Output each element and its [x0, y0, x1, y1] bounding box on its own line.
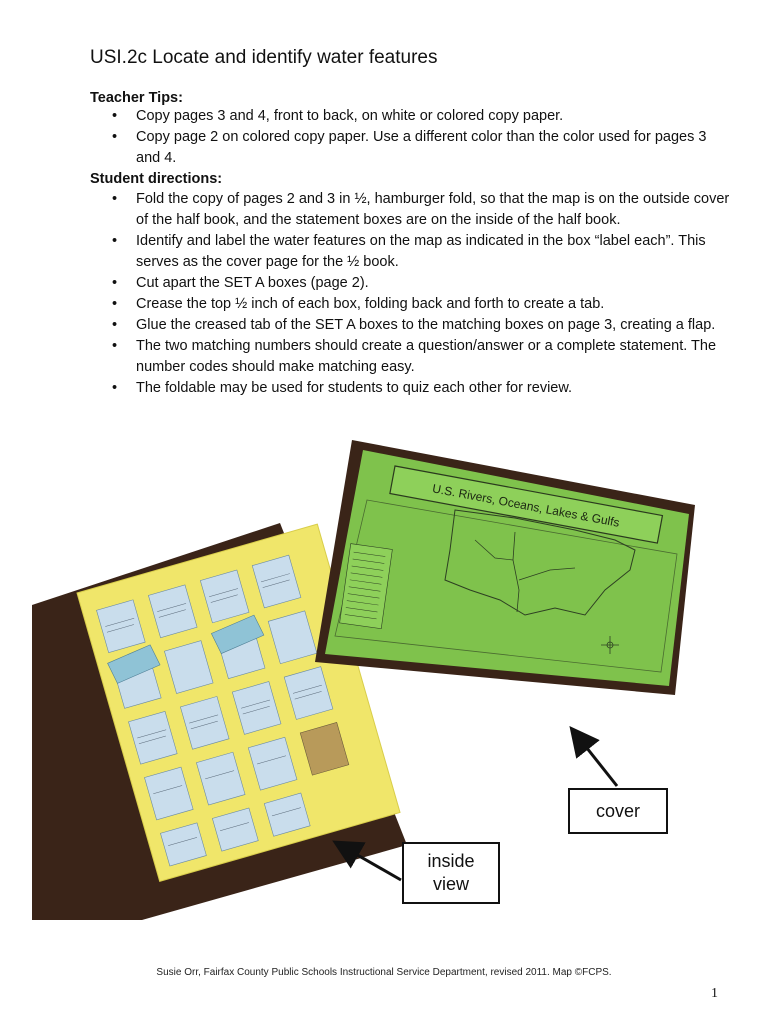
cover-map-title: U.S. Rivers, Oceans, Lakes & Gulfs — [431, 481, 621, 530]
cover-photo — [305, 440, 705, 695]
list-item: • Cut apart the SET A boxes (page 2). — [90, 273, 730, 294]
page-number: 1 — [711, 986, 718, 1001]
cover-arrow — [575, 733, 617, 786]
inside-view-callout — [402, 842, 500, 904]
student-directions-list — [90, 189, 730, 399]
list-item: • Fold the copy of pages 2 and 3 in ½, hamburger fold, so that the map is on the outside cover of the half book, and the statement boxes are on the inside of the half book. — [90, 189, 730, 231]
list-item: • Copy pages 3 and 4, front to back, on white or colored copy paper. — [90, 106, 730, 127]
student-directions-heading: Student directions: — [90, 171, 223, 187]
list-item: • Identify and label the water features on the map as indicated in the box “label each”. This serves as the cover page for the ½ book. — [90, 231, 730, 273]
list-item: • Glue the creased tab of the SET A boxes to the matching boxes on page 3, creating a flap. — [90, 315, 730, 336]
inside-callout-line2: view — [432, 874, 469, 894]
list-item: • The two matching numbers should create a question/answer or a complete statement. The number codes should make matching easy. — [90, 336, 730, 378]
list-item: • Copy page 2 on colored copy paper. Use a different color than the color used for pages 3 and 4. — [90, 127, 730, 169]
inside-callout-line1: inside — [427, 851, 475, 871]
teacher-tips-heading: Teacher Tips: — [90, 90, 183, 106]
list-item: • Crease the top ½ inch of each box, folding back and forth to create a tab. — [90, 294, 730, 315]
footer-credit: Susie Orr, Fairfax County Public Schools Instructional Service Department, revised 2011. Map ©FCPS. — [156, 967, 612, 978]
list-item: • The foldable may be used for students to quiz each other for review. — [90, 378, 730, 399]
cover-callout — [568, 788, 668, 834]
page-title: USI.2c Locate and identify water features — [90, 47, 438, 68]
cover-callout-label: cover — [595, 800, 640, 821]
teacher-tips-list — [90, 106, 730, 169]
cover-illustration — [305, 440, 705, 695]
